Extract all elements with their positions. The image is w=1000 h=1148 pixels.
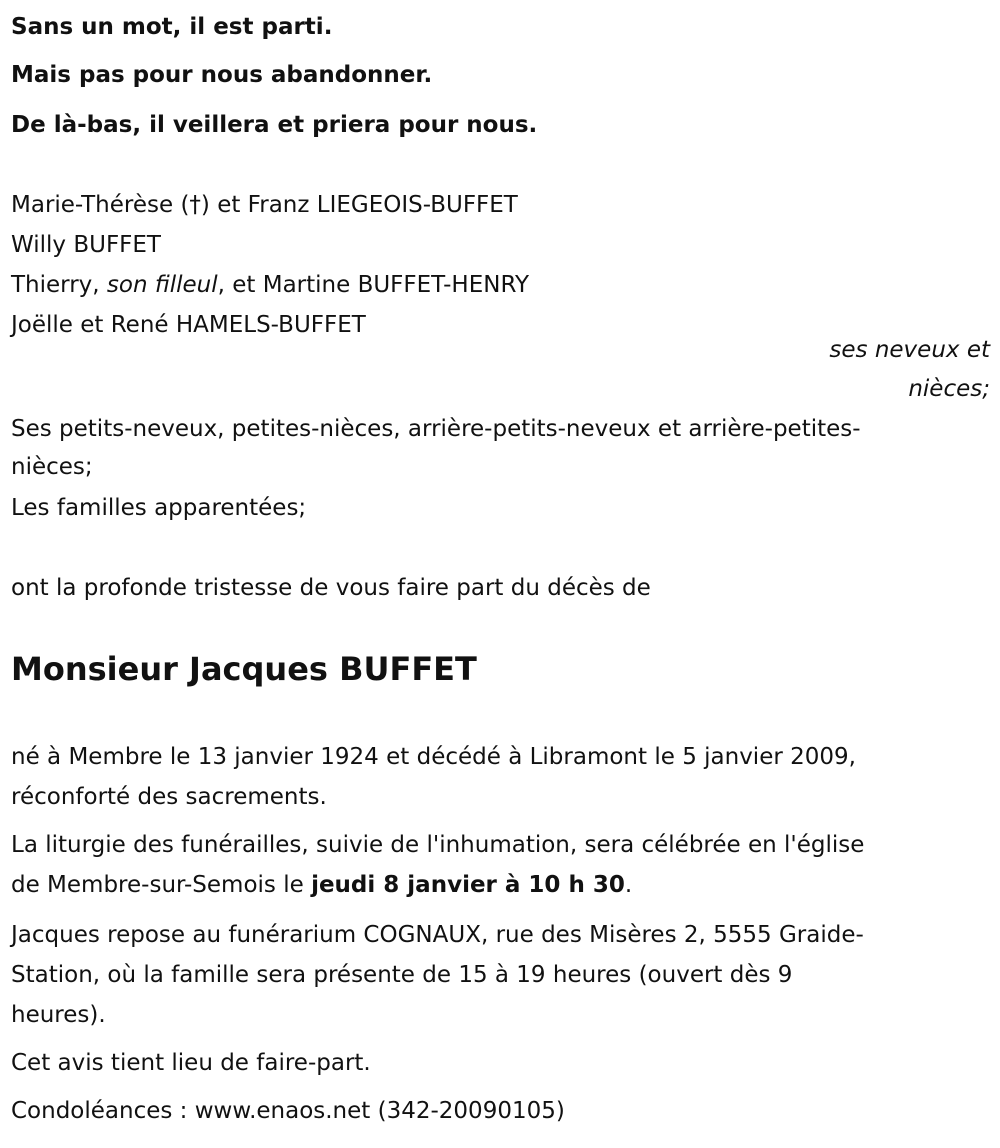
poem-line-3: De là-bas, il veillera et priera pour nous.: [11, 112, 538, 138]
liturgy-line-2-suffix: .: [624, 872, 633, 898]
notice-text: Cet avis tient lieu de faire-part.: [11, 1050, 371, 1076]
family-line-3-italic: son filleul: [106, 272, 218, 298]
liturgy-line-2: [11, 865, 990, 905]
deceased-name: Monsieur Jacques BUFFET: [11, 650, 477, 688]
birth-death-line-1: né à Membre le 13 janvier 1924 et décédé à Libramont le 5 janvier 2009,: [11, 744, 856, 770]
family-line-1: Marie-Thérèse (†) et Franz LIEGEOIS-BUFFET: [11, 192, 518, 218]
repose-line-2: Station, où la famille sera présente de 15 à 19 heures (ouvert dès 9: [11, 962, 793, 988]
repose-line-3: heures).: [11, 1002, 106, 1028]
other-family-line-1: Ses petits-neveux, petites-nièces, arrière-petits-neveux et arrière-petites-: [11, 416, 861, 442]
liturgy-line-1: La liturgie des funérailles, suivie de l'inhumation, sera célébrée en l'église: [11, 832, 865, 858]
family-line-3-suffix: , et Martine BUFFET-HENRY: [217, 272, 530, 298]
family-line-2: Willy BUFFET: [11, 232, 161, 258]
other-family-line-2: nièces;: [11, 454, 93, 480]
liturgy-line-2-prefix: de Membre-sur-Semois le: [11, 872, 312, 898]
repose-line-1: Jacques repose au funérarium COGNAUX, rue des Misères 2, 5555 Graide-: [11, 922, 864, 948]
poem-line-1: Sans un mot, il est parti.: [11, 14, 333, 40]
birth-death-line-2: réconforté des sacrements.: [11, 784, 327, 810]
other-family-line-3: Les familles apparentées;: [11, 495, 307, 521]
family-line-3: [11, 265, 990, 305]
family-line-3-prefix: Thierry,: [11, 272, 107, 298]
poem-line-2: Mais pas pour nous abandonner.: [11, 62, 433, 88]
family-role-line-2: nièces;: [908, 376, 990, 402]
funeral-date-time: jeudi 8 janvier à 10 h 30: [311, 872, 625, 898]
announcement-intro: ont la profonde tristesse de vous faire part du décès de: [11, 575, 651, 601]
family-role-line-1: ses neveux et: [829, 337, 990, 363]
condolences-text: Condoléances : www.enaos.net (342-20090105): [11, 1098, 565, 1124]
family-line-4: Joëlle et René HAMELS-BUFFET: [11, 312, 366, 338]
